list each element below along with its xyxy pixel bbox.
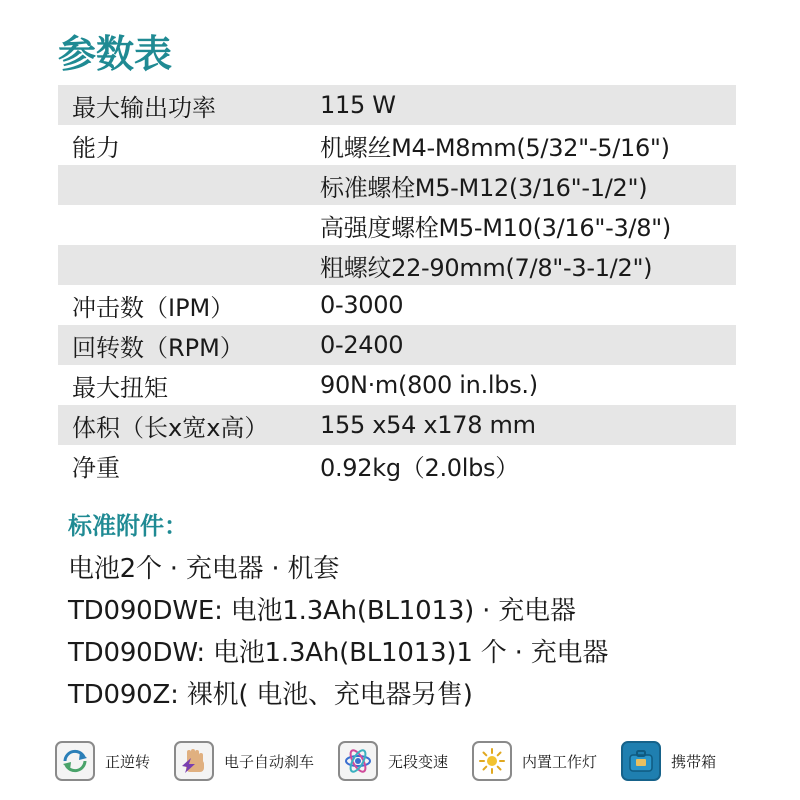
feature-label: 无段变速 <box>388 752 449 771</box>
spec-row <box>58 285 736 325</box>
spec-value: 高强度螺栓M5-M10(3/16"-3/8") <box>320 213 671 242</box>
feature-work-light <box>472 741 597 781</box>
spec-row <box>58 125 736 165</box>
accessories-title: 标准附件： <box>68 512 188 540</box>
feature-label: 电子自动刹车 <box>224 752 315 771</box>
spec-row <box>58 205 736 245</box>
accessory-item: TD090DWE: 电池1.3Ah(BL1013) · 充电器 <box>68 596 576 626</box>
accessory-item: TD090Z: 裸机( 电池、充电器另售) <box>68 680 473 710</box>
spec-label: 冲击数（IPM） <box>72 293 235 322</box>
electric-brake-icon <box>174 741 214 781</box>
spec-value: 0-2400 <box>320 331 404 359</box>
spec-table <box>58 85 736 485</box>
spec-row <box>58 365 736 405</box>
feature-bar <box>55 740 775 782</box>
spec-label: 回转数（RPM） <box>72 333 244 362</box>
accessory-item: TD090DW: 电池1.3Ah(BL1013)1 个 · 充电器 <box>68 638 609 668</box>
spec-label: 最大扭矩 <box>72 373 168 402</box>
spec-row <box>58 245 736 285</box>
work-light-icon <box>472 741 512 781</box>
spec-value: 155 x54 x178 mm <box>320 411 536 439</box>
feature-label: 携带箱 <box>671 752 717 771</box>
feature-reverse-rotation <box>55 741 150 781</box>
spec-row <box>58 405 736 445</box>
feature-variable-speed <box>338 741 448 781</box>
spec-label: 净重 <box>72 453 120 482</box>
spec-row <box>58 85 736 125</box>
spec-row <box>58 325 736 365</box>
spec-value: 90N·m(800 in.lbs.) <box>320 371 538 399</box>
variable-speed-icon <box>338 741 378 781</box>
feature-electric-brake <box>174 741 314 781</box>
carrying-case-icon <box>621 741 661 781</box>
accessory-item: 电池2个 · 充电器 · 机套 <box>68 554 340 584</box>
spec-value: 0.92kg（2.0lbs） <box>320 453 519 482</box>
spec-value: 0-3000 <box>320 291 404 319</box>
spec-value: 115 W <box>320 91 396 119</box>
feature-label: 正逆转 <box>105 752 151 771</box>
spec-label: 体积（长x宽x高） <box>72 413 269 442</box>
spec-row <box>58 165 736 205</box>
page-title: 参数表 <box>58 32 173 76</box>
feature-label: 内置工作灯 <box>522 752 598 771</box>
reverse-rotation-icon <box>55 741 95 781</box>
accessories-list <box>68 548 608 716</box>
spec-label: 能力 <box>72 133 120 162</box>
spec-value: 粗螺纹22-90mm(7/8"-3-1/2") <box>320 253 653 282</box>
spec-row <box>58 445 736 485</box>
feature-carrying-case <box>621 741 716 781</box>
spec-value: 标准螺栓M5-M12(3/16"-1/2") <box>320 173 648 202</box>
spec-value: 机螺丝M4-M8mm(5/32"-5/16") <box>320 133 670 162</box>
spec-label: 最大输出功率 <box>72 93 216 122</box>
